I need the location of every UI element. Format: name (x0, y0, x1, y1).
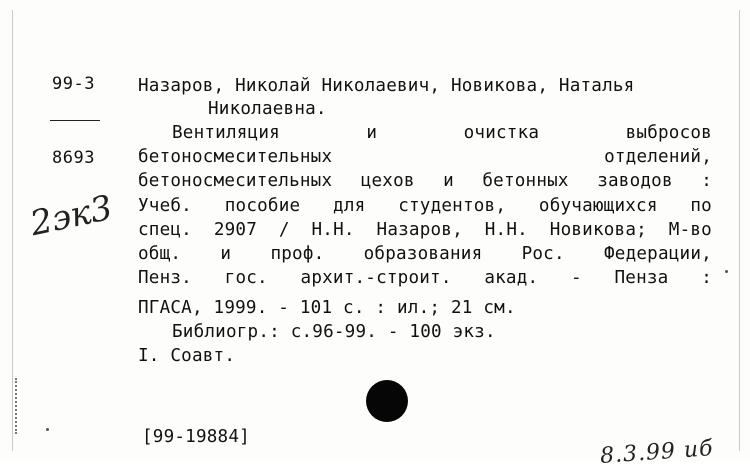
accession-number: 8693 (52, 148, 95, 168)
body-word: : (701, 171, 712, 192)
bibliography-note: Библиогр.: с.96-99. - 100 экз. (172, 322, 496, 342)
body-word: Федерации, (604, 244, 712, 264)
body-word: выбросов (625, 123, 712, 143)
body-word: архит.-строит. (300, 268, 452, 289)
body-line (138, 195, 712, 217)
body-word: Учеб. (138, 195, 192, 216)
body-word: цехов (360, 171, 415, 192)
handwritten-copies-note: 2эк3 (26, 187, 116, 245)
body-word: : (701, 268, 712, 289)
body-word: Новикова; (549, 219, 647, 240)
body-word: М-во (668, 219, 712, 240)
body-word: акад. (484, 268, 539, 289)
body-word: бетоносмесительных (138, 171, 333, 192)
body-word: и (220, 244, 232, 264)
body-word: для (333, 195, 366, 216)
body-line (138, 219, 712, 241)
body-word: студентов, (398, 195, 507, 216)
speck (46, 428, 49, 431)
body-line (138, 243, 712, 265)
handwritten-date: 8.3.99 иб (599, 436, 715, 469)
body-word: Назаров, (376, 219, 463, 240)
body-line (138, 170, 712, 192)
body-word: и (366, 123, 378, 143)
body-word: - (571, 268, 582, 289)
edge-scan-mark (15, 378, 20, 434)
body-word: Вентиляция (172, 123, 280, 143)
speck (725, 270, 728, 273)
body-word: Пенз. (138, 268, 192, 289)
body-word: заводов (597, 171, 673, 192)
body-word: общ. (138, 244, 182, 264)
body-word: образования (363, 244, 483, 264)
body-word: Н.Н. (311, 219, 355, 240)
body-word: бетоносмесительных (138, 147, 333, 168)
body-word: спец. (138, 219, 192, 240)
heading-line-2: Николаевна. (208, 99, 327, 119)
body-word: гос. (224, 268, 268, 289)
body-word: 2907 (213, 219, 257, 240)
call-number: 99-3 (52, 74, 95, 94)
body-line (138, 146, 712, 168)
body-word: обучающихся (538, 195, 658, 216)
body-word: по (690, 195, 712, 216)
body-word: Н.Н. (484, 219, 528, 240)
body-word: и (443, 171, 454, 192)
body-word: Пенза (614, 268, 669, 289)
body-line (138, 267, 712, 289)
body-word: / (278, 219, 290, 240)
lc-number: [99-19884] (142, 427, 250, 447)
body-line (172, 122, 712, 144)
card-punch-hole (366, 380, 408, 422)
body-word: Рос. (521, 244, 565, 264)
imprint-line: ПГАСА, 1999. - 101 с. : ил.; 21 см. (138, 298, 516, 318)
added-entry: I. Соавт. (138, 346, 236, 366)
body-word: отделений, (604, 147, 712, 168)
body-word: бетонных (482, 171, 569, 192)
body-word: очистка (463, 123, 540, 143)
body-word: проф. (270, 244, 325, 264)
body-word: пособие (224, 195, 301, 216)
heading-line-1: Назаров, Николай Николаевич, Новикова, Наталья (138, 76, 635, 96)
call-number-rule (50, 120, 100, 121)
